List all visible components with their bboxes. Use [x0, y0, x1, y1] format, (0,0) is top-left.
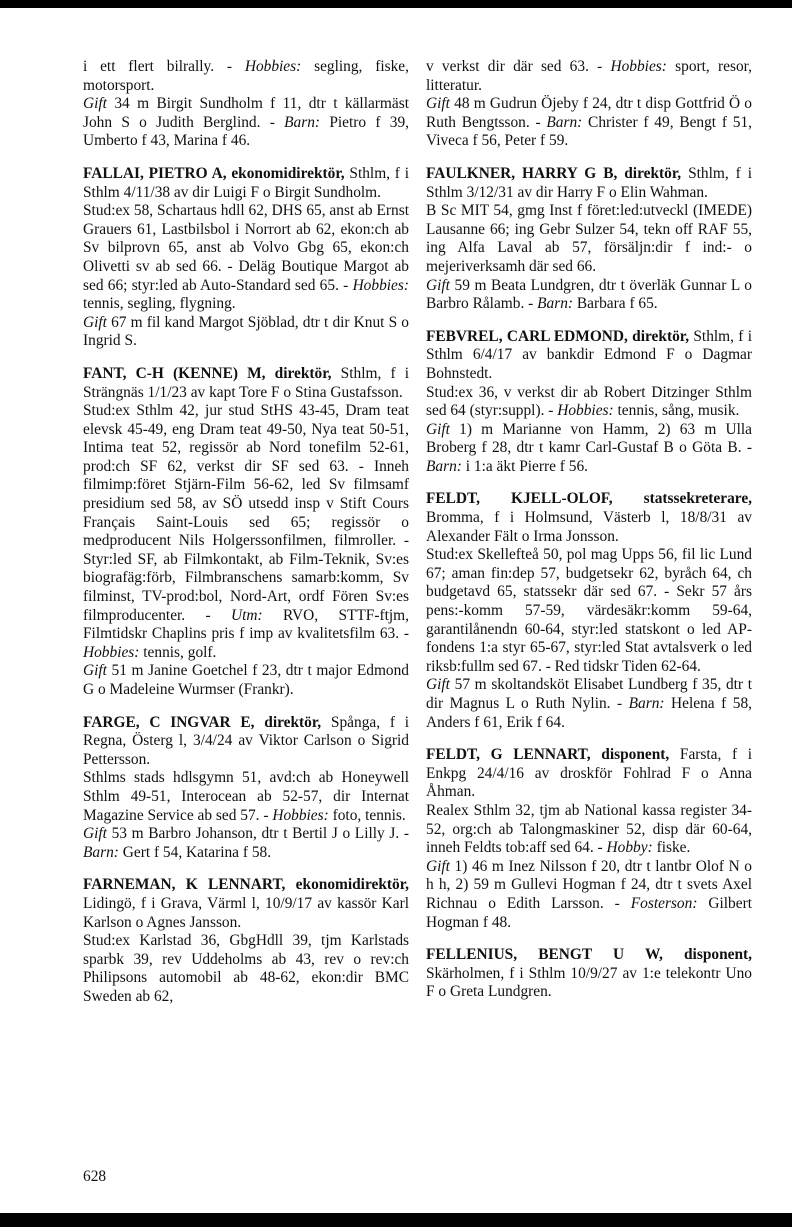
left-column — [83, 58, 409, 1007]
entry-name: FELLENIUS, BENGT U W, disponent, — [426, 946, 752, 964]
entry-paragraph — [426, 802, 752, 858]
entry-text: Realex Sthlm 32, tjm ab National kassa register 34-52, org:ch ab Talongmaskiner 52, disp där 60-64, inneh Feldts tob:aff sed 64. - — [426, 801, 752, 857]
entry-text: segling, fiske, motorsport. — [83, 58, 409, 94]
entry-heading-paragraph — [83, 876, 409, 932]
entry-paragraph — [83, 825, 409, 862]
field-label: Barn: — [284, 113, 321, 131]
field-label: Barn: — [537, 295, 574, 313]
field-label: Barn: — [426, 457, 462, 475]
entry-text: 59 m Beata Lundgren, dtr t överläk Gunnar L o Barbro Rålamb. - — [426, 276, 752, 313]
entry-paragraph — [83, 662, 409, 699]
entry-paragraph — [426, 277, 752, 314]
entry-text: Sthlm, f i Sthlm 3/12/31 av dir Harry F o Elin Wahman. — [426, 164, 752, 201]
entry-name: FEBVREL, CARL EDMOND, direktör, — [426, 327, 690, 345]
right-column — [426, 58, 752, 1002]
entry-text: 48 m Gudrun Öjeby f 24, dtr t disp Gottfrid Ö o Ruth Bengtsson. - — [426, 95, 752, 131]
entry-name: FAULKNER, HARRY G B, direktör, — [426, 164, 682, 182]
entry-text: 53 m Barbro Johanson, dtr t Bertil J o Lilly J. - — [106, 825, 409, 843]
entry-text: 34 m Birgit Sundholm f 11, dtr t källarmäst John S o Judith Berglind. - — [83, 95, 409, 131]
field-label: Gift — [426, 276, 450, 294]
entry-text: Bromma, f i Holmsund, Västerb l, 18/8/31 av Alexander Fält o Irma Jonsson. — [426, 509, 752, 545]
field-label: Gift — [426, 95, 450, 113]
entry-name: FELDT, G LENNART, disponent, — [426, 746, 670, 764]
entry-text: v verkst dir där sed 63. - — [426, 58, 611, 75]
entry-text: tennis, golf. — [139, 643, 217, 661]
entry-paragraph — [426, 546, 752, 676]
entry-name: FARGE, C INGVAR E, direktör, — [83, 713, 322, 731]
field-label: Hobbies: — [352, 276, 409, 294]
page-number: 628 — [83, 1168, 107, 1185]
entry-text: Stud:ex 58, Schartaus hdll 62, DHS 65, anst ab Ernst Grauers 61, Lastbilsbol i Norrort ab 62, ekon:ch ab Sv bilprovn 65, anst ab Volvo Gbg 65, ekon:ch Olivetti sv ab sed 66. - Deläg Boutique Margot ab sed 66; styr:led ab Auto-Standard sed 65. - — [83, 202, 409, 294]
entry-text: Gert f 54, Katarina f 58. — [118, 843, 272, 861]
entry-paragraph — [83, 95, 409, 151]
field-label: Hobbies: — [83, 643, 140, 661]
field-label: Gift — [83, 313, 107, 331]
field-label: Gift — [426, 857, 450, 875]
entry-name: FELDT, KJELL-OLOF, statssekreterare, — [426, 490, 752, 508]
entry-heading-paragraph — [426, 165, 752, 202]
entry-text: Spånga, f i Regna, Österg l, 3/4/24 av Viktor Carlson o Sigrid Pettersson. — [83, 713, 409, 768]
entry-paragraph — [83, 402, 409, 662]
entry-text: i 1:a äkt Pierre f 56. — [461, 457, 589, 475]
entry-heading-paragraph — [426, 946, 752, 1002]
entry-text: Sthlm, f i Strängnäs 1/1/23 av kapt Tore F o Stina Gustafsson. — [83, 364, 410, 401]
entry-text: 1) m Marianne von Hamm, 2) 63 m Ulla Broberg f 28, dtr t kamr Carl-Gustaf B o Göta B. - — [426, 420, 752, 457]
entry-heading-paragraph — [426, 328, 752, 384]
field-label: Fosterson: — [630, 894, 698, 912]
entry-text: RVO, STTF-ftjm, Filmtidskr Chaplins pris f imp av kvalitetsfilm 63. - — [83, 606, 409, 643]
field-label: Hobbies: — [244, 58, 302, 75]
entry-text: tennis, segling, flygning. — [83, 295, 236, 313]
entry-text: 57 m skoltandsköt Elisabet Lundberg f 35, dtr t dir Magnus L o Ruth Nylin. - — [426, 676, 752, 712]
entry-paragraph — [83, 769, 409, 825]
entry-heading-paragraph — [83, 365, 409, 402]
entry-text: sport, resor, litteratur. — [426, 58, 752, 94]
entry-text: tennis, sång, musik. — [613, 402, 740, 420]
entry-text: Helena f 58, Anders f 61, Erik f 64. — [426, 695, 752, 731]
entry-text: Stud:ex Karlstad 36, GbgHdll 39, tjm Karlstads sparbk 39, rev Uddeholms ab 43, rev o rev:ch Philipsons automobil ab 48-62, ekon:dir BMC Sweden ab 62, — [83, 932, 409, 1005]
field-label: Barn: — [83, 843, 119, 861]
entry-paragraph — [83, 202, 409, 314]
entry-text: Gilbert Hogman f 48. — [426, 894, 752, 931]
top-frame-border — [0, 0, 792, 8]
entry-text: Sthlm, f i Sthlm 6/4/17 av bankdir Edmond F o Dagmar Bohnstedt. — [426, 327, 752, 382]
entry-text: B Sc MIT 54, gmg Inst f föret:led:utveckl (IMEDE) Lausanne 66; ing Gebr Sulzer 54, tekn off RAF 55, ing Alfa Laval ab 57, försäljn:dir f ind:- o mejeriverksamh där sed 66. — [426, 202, 752, 275]
bottom-frame-border — [0, 1213, 792, 1227]
entry-paragraph — [426, 421, 752, 477]
entry-name: FANT, C-H (KENNE) M, direktör, — [83, 364, 332, 382]
entry-text: fiske. — [652, 839, 691, 857]
entry-paragraph — [83, 58, 409, 95]
field-label: Gift — [83, 95, 107, 113]
entry-heading-paragraph — [83, 714, 409, 770]
field-label: Barn: — [546, 113, 583, 131]
field-label: Gift — [426, 676, 450, 694]
entry-name: FALLAI, PIETRO A, ekonomidirektör, — [83, 164, 345, 182]
field-label: Gift — [83, 825, 107, 843]
entry-text: i ett flert bilrally. - — [83, 58, 245, 75]
entry-heading-paragraph — [426, 490, 752, 546]
entry-paragraph — [426, 58, 752, 95]
entry-paragraph — [83, 314, 409, 351]
entry-text: 51 m Janine Goetchel f 23, dtr t major Edmond G o Madeleine Wurmser (Frankr). — [83, 662, 409, 698]
entry-paragraph — [83, 932, 409, 1006]
field-label: Hobbies: — [557, 402, 614, 420]
entry-text: Pietro f 39, Umberto f 43, Marina f 46. — [83, 113, 409, 150]
entry-paragraph — [426, 676, 752, 732]
field-label: Utm: — [230, 606, 263, 624]
entry-text: Stud:ex Sthlm 42, jur stud StHS 43-45, Dram teat elevsk 45-49, eng Dram teat 49-50, Nya teat 50-51, Intima teat 52, regissör ab Nord tonefilm 52-61, prod:ch SF 62, verkst dir SF sed 63. - Inneh filmimp:föret Stjärn-Film 56-62, led Sv filmsamf presidium sed 58, av SÖ utsedd insp v Stift Cours Français Saint-Louis sed 65; regissör o medproducent Nils Holgerssonfilmen, filmroller. - Styr:led SF, ab Filmkontakt, ab Film-Teknik, Sv:es biografäg:förb, Filmbranschens samarb:komm, Sv filminst, TV-prod:bol, Nord-Art, ordf Fören Sv:es filmproducenter. - — [83, 402, 409, 624]
entry-text: Lidingö, f i Grava, Värml l, 10/9/17 av kassör Karl Karlson o Agnes Jansson. — [83, 894, 409, 931]
entry-text: foto, tennis. — [328, 806, 406, 824]
field-label: Gift — [426, 420, 450, 438]
field-label: Hobbies: — [272, 806, 329, 824]
entry-text: Stud:ex 36, v verkst dir ab Robert Ditzinger Sthlm sed 64 (styr:suppl). - — [426, 383, 752, 420]
entry-text: 67 m fil kand Margot Sjöblad, dtr t dir Knut S o Ingrid S. — [83, 313, 409, 350]
entry-text: Stud:ex Skellefteå 50, pol mag Upps 56, fil lic Lund 67; aman fin:dep 57, budgetsekr 62, byråch 64, ch budgetavd 65, statssekr där sed 67. - Sekr 57 års pens:-komm 57-59, värdesäkr:komm 59-64, garantilånendn 60-64, styr:led statskont o led AP-fondens 1:a styr 65-67, styr:led Stat avtalsverk o led riksb:fullm sed 67. - Red tidskr Tiden 62-64. — [426, 546, 752, 675]
entry-heading-paragraph — [83, 165, 409, 202]
entry-paragraph — [426, 95, 752, 151]
entry-paragraph — [426, 202, 752, 276]
entry-text: Farsta, f i Enkpg 24/4/16 av droskför Fohlrad F o Anna Åhman. — [426, 746, 753, 801]
entry-paragraph — [426, 384, 752, 421]
field-label: Barn: — [628, 695, 665, 712]
field-label: Hobbies: — [610, 58, 667, 75]
field-label: Hobby: — [606, 839, 653, 857]
entry-text: 1) 46 m Inez Nilsson f 20, dtr t lantbr Olof N o h h, 2) 59 m Gullevi Hogman f 24, dtr t svets Axel Richnau o Edith Larsson. - — [426, 857, 752, 912]
field-label: Gift — [83, 662, 107, 680]
entry-name: FARNEMAN, K LENNART, ekonomidirektör, — [83, 876, 409, 894]
entry-text: Christer f 49, Bengt f 51, Viveca f 56, Peter f 59. — [426, 113, 752, 150]
entry-text: Skärholmen, f i Sthlm 10/9/27 av 1:e telekontr Uno F o Greta Lundgren. — [426, 964, 752, 1001]
entry-text: Sthlms stads hdlsgymn 51, avd:ch ab Honeywell Sthlm 49-51, Interocean ab 52-57, dir Internat Magazine Service ab sed 57. - — [83, 769, 409, 824]
entry-text: Sthlm, f i Sthlm 4/11/38 av dir Luigi F o Birgit Sundholm. — [83, 164, 409, 201]
entry-heading-paragraph — [426, 746, 752, 802]
entry-paragraph — [426, 858, 752, 932]
entry-text: Barbara f 65. — [573, 295, 658, 313]
